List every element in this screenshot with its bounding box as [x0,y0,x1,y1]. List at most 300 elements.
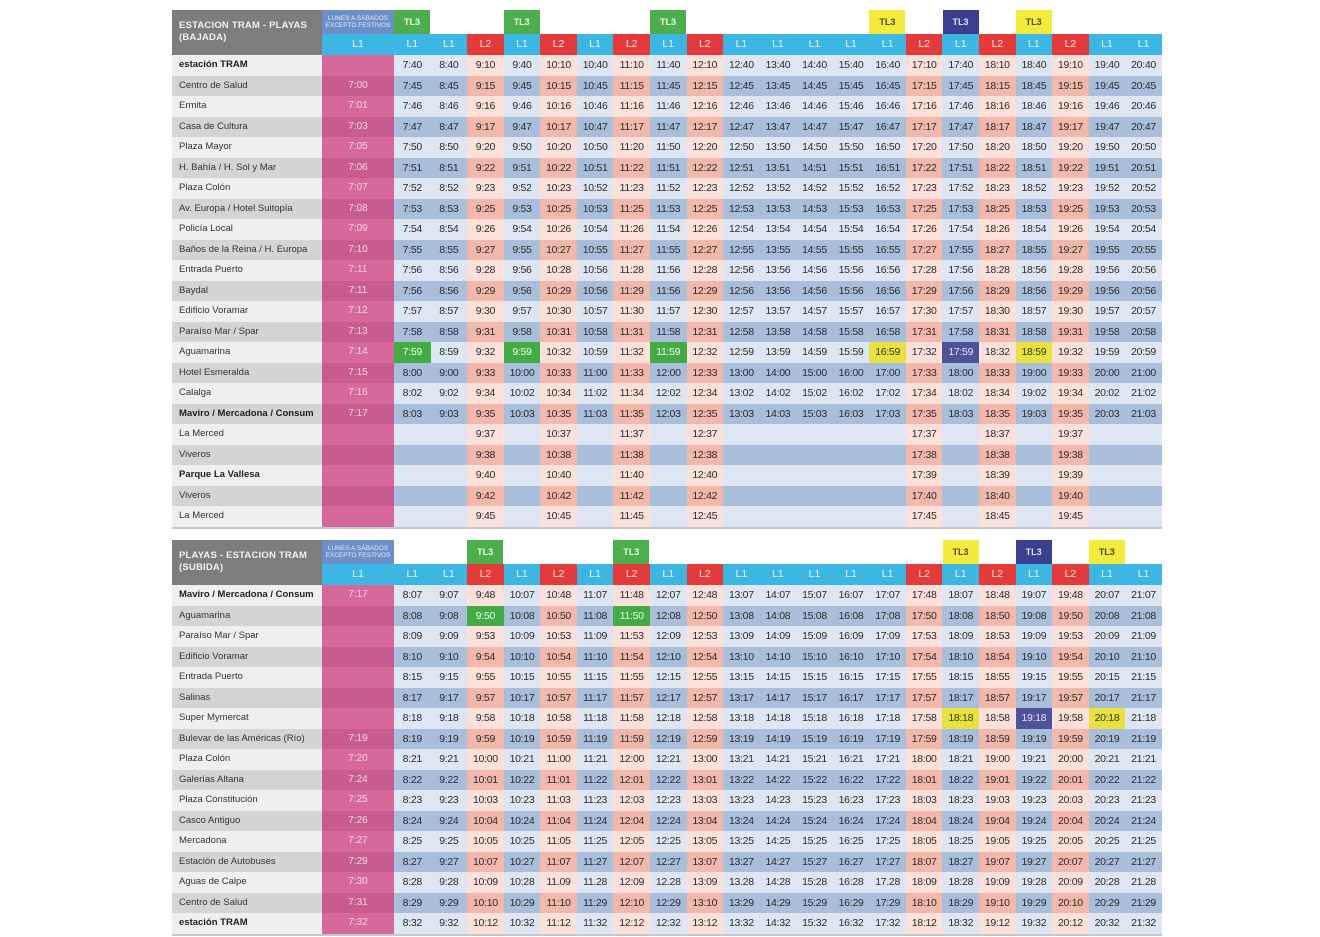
time-cell [394,486,431,507]
time-cell: 17:25 [869,831,906,852]
time-cell: 18:31 [979,322,1016,343]
time-cell: 11.28 [577,872,614,893]
time-cell: 9:35 [467,404,504,425]
time-cell: 11:31 [613,322,650,343]
time-cell: 8:07 [394,585,431,606]
time-cell: 10:31 [540,322,577,343]
time-cell: 8:28 [394,872,431,893]
time-cell: 11:17 [577,688,614,709]
time-cell: 12:32 [687,342,724,363]
time-cell: 17:29 [869,893,906,914]
time-cell: 11:40 [650,55,687,76]
time-cell: 14:46 [796,96,833,117]
timetable-subida [172,540,1162,936]
time-cell: 17:02 [869,383,906,404]
time-cell: 13:10 [723,647,760,668]
first-departure-time [322,486,394,507]
time-cell: 13:54 [760,219,797,240]
time-cell: 12:51 [723,158,760,179]
time-cell: 7:56 [394,281,431,302]
time-cell: 12:05 [613,831,650,852]
line-badge-l1: L1 [431,564,468,585]
time-cell: 18:24 [942,811,979,832]
time-cell: 11:17 [613,117,650,138]
time-cell: 19:24 [1016,811,1053,832]
tl3-tag-yellow: TL3 [1089,540,1125,564]
time-cell: 9:40 [504,55,541,76]
time-cell: 13:51 [760,158,797,179]
time-cell: 17:15 [869,667,906,688]
time-cell: 7:46 [394,96,431,117]
time-cell: 13:21 [723,749,760,770]
time-cell: 20:45 [1125,76,1162,97]
time-cell: 20:00 [1089,363,1126,384]
time-cell: 20:08 [1089,606,1126,627]
table-row [172,445,1162,466]
time-cell: 21:10 [1125,647,1162,668]
time-cell: 16:18 [833,708,870,729]
time-cell [833,424,870,445]
time-cell: 11:23 [577,790,614,811]
time-cell: 7:50 [394,137,431,158]
time-cell: 16:17 [833,688,870,709]
time-cell: 17:17 [906,117,943,138]
line-badge-first: L1 [322,564,394,585]
time-cell: 14:56 [796,281,833,302]
time-cell: 12:30 [687,301,724,322]
time-cell: 10:38 [540,445,577,466]
time-cell: 17:21 [869,749,906,770]
table-row [172,770,1162,791]
first-departure-time: 7:13 [322,322,394,343]
time-cell: 8:40 [431,55,468,76]
time-cell: 12:50 [687,606,724,627]
time-cell: 11:27 [577,852,614,873]
time-cell: 9:56 [504,260,541,281]
time-cell: 17:52 [942,178,979,199]
line-badge-l1: L1 [394,564,431,585]
first-departure-time: 7:30 [322,872,394,893]
time-cell: 12:45 [723,76,760,97]
time-cell: 9:53 [467,626,504,647]
time-cell: 13:19 [723,729,760,750]
time-cell: 9:57 [504,301,541,322]
time-cell: 10:25 [504,831,541,852]
time-cell: 10:15 [540,76,577,97]
time-cell: 11:19 [577,729,614,750]
time-cell: 12:54 [723,219,760,240]
time-cell: 15:15 [796,667,833,688]
time-cell: 18:50 [1016,137,1053,158]
line-badge-l1: L1 [1125,34,1162,55]
time-cell: 17:26 [906,219,943,240]
time-cell: 11:05 [540,831,577,852]
time-cell: 18:47 [1016,117,1053,138]
time-cell: 9:34 [467,383,504,404]
table-row [172,240,1162,261]
line-badge-l2: L2 [979,34,1016,55]
time-cell: 11:21 [577,749,614,770]
time-cell: 10:40 [577,55,614,76]
time-cell [504,486,541,507]
table-row [172,96,1162,117]
time-cell: 19:56 [1089,281,1126,302]
time-cell [577,486,614,507]
time-cell: 16:32 [833,913,870,934]
time-cell: 17:54 [942,219,979,240]
time-cell: 12:32 [650,913,687,934]
time-cell: 16:25 [833,831,870,852]
time-cell: 19:46 [1089,96,1126,117]
time-cell [577,465,614,486]
time-cell: 11:45 [613,506,650,527]
time-cell [431,506,468,527]
time-cell: 19:58 [1089,322,1126,343]
time-cell: 8:10 [394,647,431,668]
time-cell: 16:55 [869,240,906,261]
line-badge-l1: L1 [723,564,760,585]
time-cell: 17:47 [942,117,979,138]
time-cell: 19:10 [979,893,1016,914]
time-cell: 14:18 [760,708,797,729]
tl3-tag-green: TL3 [504,10,540,34]
time-cell: 19:30 [1052,301,1089,322]
time-cell: 18:48 [979,585,1016,606]
time-cell: 20:59 [1125,342,1162,363]
time-cell: 19:59 [1089,342,1126,363]
time-cell: 11:53 [650,199,687,220]
time-cell: 10:32 [504,913,541,934]
time-cell: 12:57 [723,301,760,322]
time-cell: 8:29 [394,893,431,914]
table-row [172,688,1162,709]
time-cell: 19:35 [1052,404,1089,425]
time-cell: 9:27 [431,852,468,873]
time-cell: 11:16 [613,96,650,117]
time-cell: 12:20 [687,137,724,158]
time-cell: 18:39 [979,465,1016,486]
tl3-tag-green: TL3 [467,540,503,564]
table-row [172,811,1162,832]
line-badge-l2: L2 [540,564,577,585]
time-cell [1089,506,1126,527]
first-departure-time [322,445,394,466]
time-cell: 17:54 [906,647,943,668]
time-cell: 17:45 [906,506,943,527]
stop-name: Maviro / Mercadona / Consum [172,404,322,425]
time-cell: 9:32 [431,913,468,934]
time-cell: 18:19 [942,729,979,750]
time-cell: 9:54 [467,647,504,668]
table-row [172,260,1162,281]
time-cell: 19:20 [1052,137,1089,158]
time-cell [394,424,431,445]
time-cell: 15:45 [833,76,870,97]
time-cell: 18:54 [979,647,1016,668]
time-cell: 13:18 [723,708,760,729]
time-cell: 10:23 [504,790,541,811]
time-cell: 9:42 [467,486,504,507]
time-cell: 11:30 [613,301,650,322]
time-cell: 16:19 [833,729,870,750]
time-cell: 9:03 [431,404,468,425]
stop-name: Casco Antiguo [172,811,322,832]
time-cell: 19:04 [979,811,1016,832]
time-cell: 18:22 [979,158,1016,179]
time-cell: 16:46 [869,96,906,117]
time-cell: 10:35 [540,404,577,425]
first-departure-time: 7:17 [322,585,394,606]
time-cell: 17:38 [906,445,943,466]
table-row [172,893,1162,914]
time-cell: 8:56 [431,260,468,281]
time-cell: 9:59 [504,342,541,363]
time-cell: 18:25 [979,199,1016,220]
time-cell: 10:58 [577,322,614,343]
time-cell: 19:32 [1016,913,1053,934]
time-cell: 16:52 [869,178,906,199]
time-cell: 13.28 [723,872,760,893]
time-cell: 8:56 [431,281,468,302]
time-cell: 12:09 [650,626,687,647]
time-cell: 12:00 [613,749,650,770]
time-cell: 12:54 [687,647,724,668]
time-cell: 10:15 [504,667,541,688]
time-cell: 14:21 [760,749,797,770]
time-cell: 19:40 [1089,55,1126,76]
time-cell: 10:28 [540,260,577,281]
time-cell: 18:17 [979,117,1016,138]
time-cell: 20:56 [1125,260,1162,281]
stop-name: Salinas [172,688,322,709]
time-cell: 11:22 [613,158,650,179]
time-cell: 16:51 [869,158,906,179]
time-cell: 8:08 [394,606,431,627]
time-cell: 20:01 [1052,770,1089,791]
time-cell [1125,424,1162,445]
time-cell: 18:59 [1016,342,1053,363]
time-cell: 11:10 [577,647,614,668]
time-cell: 11:38 [613,445,650,466]
time-cell: 14:10 [760,647,797,668]
time-cell: 11:00 [577,363,614,384]
time-cell: 21:18 [1125,708,1162,729]
time-cell: 11:45 [650,76,687,97]
time-cell: 9:54 [504,219,541,240]
time-cell: 13:57 [760,301,797,322]
time-cell: 10:51 [577,158,614,179]
time-cell: 11:57 [650,301,687,322]
time-cell: 10:46 [577,96,614,117]
time-cell: 12:19 [650,729,687,750]
first-departure-time [322,424,394,445]
time-cell: 20:51 [1125,158,1162,179]
time-cell: 11:40 [613,465,650,486]
first-departure-time: 7:20 [322,749,394,770]
tl3-tag-navy: TL3 [943,10,979,34]
time-cell: 10:01 [467,770,504,791]
time-cell: 10:53 [577,199,614,220]
time-cell [760,424,797,445]
time-cell [1016,465,1053,486]
time-cell [723,445,760,466]
time-cell: 18:07 [906,852,943,873]
time-cell: 12.28 [650,872,687,893]
time-cell: 14:24 [760,811,797,832]
time-cell: 17:46 [942,96,979,117]
time-cell: 13:52 [760,178,797,199]
line-badge-l1: L1 [650,34,687,55]
time-cell: 18:45 [979,506,1016,527]
time-cell: 12:26 [687,219,724,240]
stop-name: Calalga [172,383,322,404]
time-cell: 18:32 [942,913,979,934]
time-cell: 16:00 [833,363,870,384]
time-cell: 10:59 [540,729,577,750]
time-cell: 11:02 [577,383,614,404]
time-cell: 10:52 [577,178,614,199]
time-cell: 20:29 [1089,893,1126,914]
time-cell: 16:58 [869,322,906,343]
time-cell: 19:12 [979,913,1016,934]
first-departure-time: 7:31 [322,893,394,914]
time-cell: 10:17 [504,688,541,709]
time-cell: 18:40 [979,486,1016,507]
time-cell: 16:45 [869,76,906,97]
time-cell: 12:02 [650,383,687,404]
time-cell: 8:17 [394,688,431,709]
time-cell: 18:03 [942,404,979,425]
table-row [172,55,1162,76]
time-cell: 10:50 [540,606,577,627]
time-cell [504,424,541,445]
time-cell: 13:50 [760,137,797,158]
stop-name: Viveros [172,445,322,466]
time-cell: 10:45 [540,506,577,527]
table-row [172,158,1162,179]
time-cell: 9:45 [467,506,504,527]
time-cell: 15:56 [833,260,870,281]
time-cell: 19:08 [1016,606,1053,627]
time-cell: 13:07 [723,585,760,606]
line-badge-l1: L1 [760,34,797,55]
time-cell: 17:39 [906,465,943,486]
time-cell: 18:52 [1016,178,1053,199]
time-cell: 20:23 [1089,790,1126,811]
time-cell: 9:50 [467,606,504,627]
time-cell: 19:18 [1016,708,1053,729]
time-cell: 18:27 [942,852,979,873]
time-cell: 8:27 [394,852,431,873]
time-cell: 20:17 [1089,688,1126,709]
line-badge-l1: L1 [796,34,833,55]
time-cell: 12:16 [687,96,724,117]
time-cell: 18:58 [1016,322,1053,343]
time-cell: 18:45 [1016,76,1053,97]
line-badge-l1: L1 [504,564,541,585]
time-cell: 18:23 [979,178,1016,199]
time-cell: 8:54 [431,219,468,240]
time-cell: 13:01 [687,770,724,791]
time-cell: 10:26 [540,219,577,240]
time-cell: 11:56 [650,281,687,302]
timetable-header [172,10,1162,55]
time-cell: 13:07 [687,852,724,873]
time-cell: 18:30 [979,301,1016,322]
time-cell: 10:47 [577,117,614,138]
time-cell: 12:10 [687,55,724,76]
time-cell: 20:57 [1125,301,1162,322]
time-cell: 17:30 [906,301,943,322]
time-cell: 9:46 [504,96,541,117]
time-cell: 12:04 [613,811,650,832]
time-cell: 15:40 [833,55,870,76]
time-cell: 10:27 [540,240,577,261]
time-cell: 11:32 [577,913,614,934]
time-cell: 14:29 [760,893,797,914]
time-cell: 20:18 [1089,708,1126,729]
first-departure-time: 7:11 [322,281,394,302]
time-cell: 9:25 [431,831,468,852]
time-cell: 10:37 [540,424,577,445]
time-cell: 10:56 [577,260,614,281]
time-cell: 15:24 [796,811,833,832]
time-cell: 18:09 [906,872,943,893]
time-cell: 10:54 [540,647,577,668]
time-cell [431,445,468,466]
time-cell: 10:05 [467,831,504,852]
time-cell: 10:22 [540,158,577,179]
time-cell [650,445,687,466]
time-cell: 17:57 [942,301,979,322]
tl3-tag-yellow: TL3 [943,540,979,564]
time-cell: 9:23 [431,790,468,811]
time-cell: 19:33 [1052,363,1089,384]
time-cell: 19:32 [1052,342,1089,363]
time-cell: 12:00 [650,363,687,384]
line-header-row [322,34,1162,55]
time-cell: 11:04 [540,811,577,832]
line-badge-l2: L2 [979,564,1016,585]
first-departure-time: 7:08 [322,199,394,220]
line-badge-l1: L1 [942,564,979,585]
time-cell [1089,424,1126,445]
time-cell: 7:52 [394,178,431,199]
line-header-row [322,564,1162,585]
time-cell: 18:56 [1016,260,1053,281]
time-cell [869,424,906,445]
time-cell [394,506,431,527]
time-cell: 11:51 [650,158,687,179]
time-cell: 19:31 [1052,322,1089,343]
time-cell: 18:51 [1016,158,1053,179]
time-cell: 11:25 [577,831,614,852]
time-cell: 18:53 [1016,199,1053,220]
time-cell [869,445,906,466]
time-cell: 11:57 [613,688,650,709]
time-cell: 20:10 [1089,647,1126,668]
time-cell: 11:54 [650,219,687,240]
time-cell: 14:02 [760,383,797,404]
first-departure-time: 7:19 [322,729,394,750]
line-badge-l2: L2 [467,564,504,585]
time-cell: 17:28 [906,260,943,281]
time-cell: 10:57 [540,688,577,709]
time-cell: 12:23 [650,790,687,811]
table-row [172,647,1162,668]
stop-name: Entrada Puerto [172,667,322,688]
time-cell: 9:29 [467,281,504,302]
